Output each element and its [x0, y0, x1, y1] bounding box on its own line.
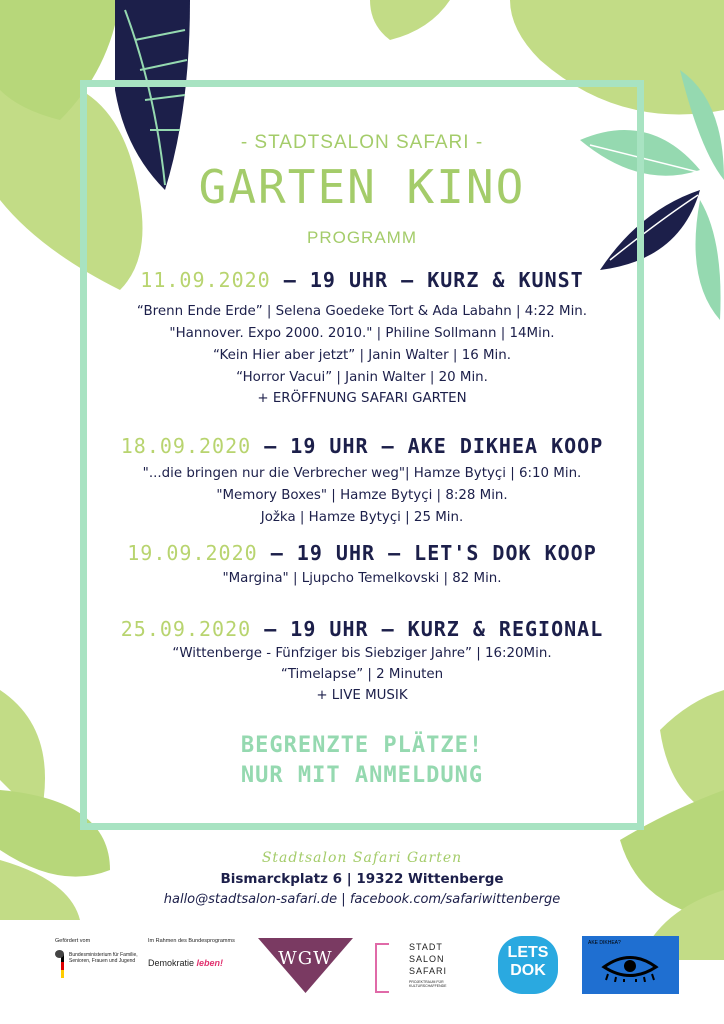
stadtsalon-sub: PROJEKTRAUM FÜR KULTURSCHAFFENDE — [409, 980, 447, 988]
event-title: – 19 UHR – AKE DIKHEA KOOP — [251, 434, 604, 458]
ake-dikhea-logo — [582, 936, 679, 994]
stadtsalon-safari-logo — [375, 940, 470, 1000]
eye-icon — [600, 952, 660, 982]
gefoerdert-label: Gefördert vom — [55, 938, 91, 944]
wgw-logo — [258, 938, 353, 993]
event-date: 11.09.2020 — [140, 268, 271, 292]
ministry-text: Bundesministerium für Familie, Senioren, Frauen und Jugend — [69, 952, 138, 964]
stadtsalon-line-3: SAFARI — [409, 966, 448, 976]
event-heading — [0, 268, 724, 292]
demokratie-leben-logo — [148, 938, 243, 988]
event-date: 19.09.2020 — [127, 541, 258, 565]
notice-line-1: BEGRENZTE PLÄTZE! — [240, 733, 484, 758]
rahmen-label: Im Rahmen des Bundesprogramms — [148, 938, 235, 944]
event-title: – 19 UHR – KURZ & REGIONAL — [251, 617, 604, 641]
stadtsalon-line-2: SALON — [409, 954, 445, 964]
event-date: 25.09.2020 — [120, 617, 252, 641]
wgw-text: WGW — [278, 948, 333, 969]
venue-address: Bismarckplatz 6 | 19322 Wittenberge — [220, 871, 504, 887]
event-title: – 19 UHR – KURZ & KUNST — [270, 268, 584, 292]
notice-line-2: NUR MIT ANMELDUNG — [240, 763, 484, 788]
film-entry: "Hannover. Expo 2000. 2010." | Philine Sollmann | 14Min. — [169, 326, 555, 341]
film-entry: “Wittenberge - Fünfziger bis Siebziger Jahre” | 16:20Min. — [172, 646, 552, 661]
event-date: 18.09.2020 — [120, 434, 252, 458]
demokratie-text: Demokratie — [148, 958, 195, 968]
event-heading — [0, 617, 724, 641]
film-entry: "...die bringen nur die Verbrecher weg"| Hamze Bytyçi | 6:10 Min. — [142, 466, 582, 481]
letsdok-logo — [498, 936, 558, 994]
venue-name: Stadtsalon Safari Garten — [261, 850, 463, 866]
film-entry: + LIVE MUSIK — [316, 688, 408, 703]
pink-bracket-icon — [375, 943, 389, 993]
film-entry: “Brenn Ende Erde” | Selena Goedeke Tort & Ada Labahn | 4:22 Min. — [136, 304, 588, 319]
ake-dikhea-text: AKE DIKHEA? — [588, 940, 621, 946]
stadtsalon-line-1: STADT — [409, 942, 443, 952]
programm-label: PROGRAMM — [307, 228, 417, 247]
event-heading — [0, 434, 724, 458]
film-entry: Jožka | Hamze Bytyçi | 25 Min. — [260, 510, 464, 525]
event-heading — [0, 541, 724, 565]
film-entry: "Memory Boxes" | Hamze Bytyçi | 8:28 Min. — [216, 488, 508, 503]
ministry-logo — [55, 938, 140, 988]
letsdok-line-2: DOK — [510, 962, 546, 979]
event-title: – 19 UHR – LET'S DOK KOOP — [257, 541, 597, 565]
film-entry: + ERÖFFNUNG SAFARI GARTEN — [257, 391, 467, 406]
subtitle: - STADTSALON SAFARI - — [240, 132, 484, 153]
film-entry: “Kein Hier aber jetzt” | Janin Walter | 16 Min. — [212, 348, 512, 363]
page-title: GARTEN KINO — [198, 160, 526, 214]
film-entry: "Margina" | Ljupcho Temelkovski | 82 Min. — [222, 571, 502, 586]
contact-line: hallo@stadtsalon-safari.de | facebook.com/safariwittenberge — [163, 892, 561, 907]
film-entry: “Timelapse” | 2 Minuten — [280, 667, 444, 682]
leben-text: leben! — [196, 958, 224, 968]
letsdok-line-1: LETS — [507, 944, 549, 961]
film-entry: “Horror Vacui” | Janin Walter | 20 Min. — [236, 370, 488, 385]
